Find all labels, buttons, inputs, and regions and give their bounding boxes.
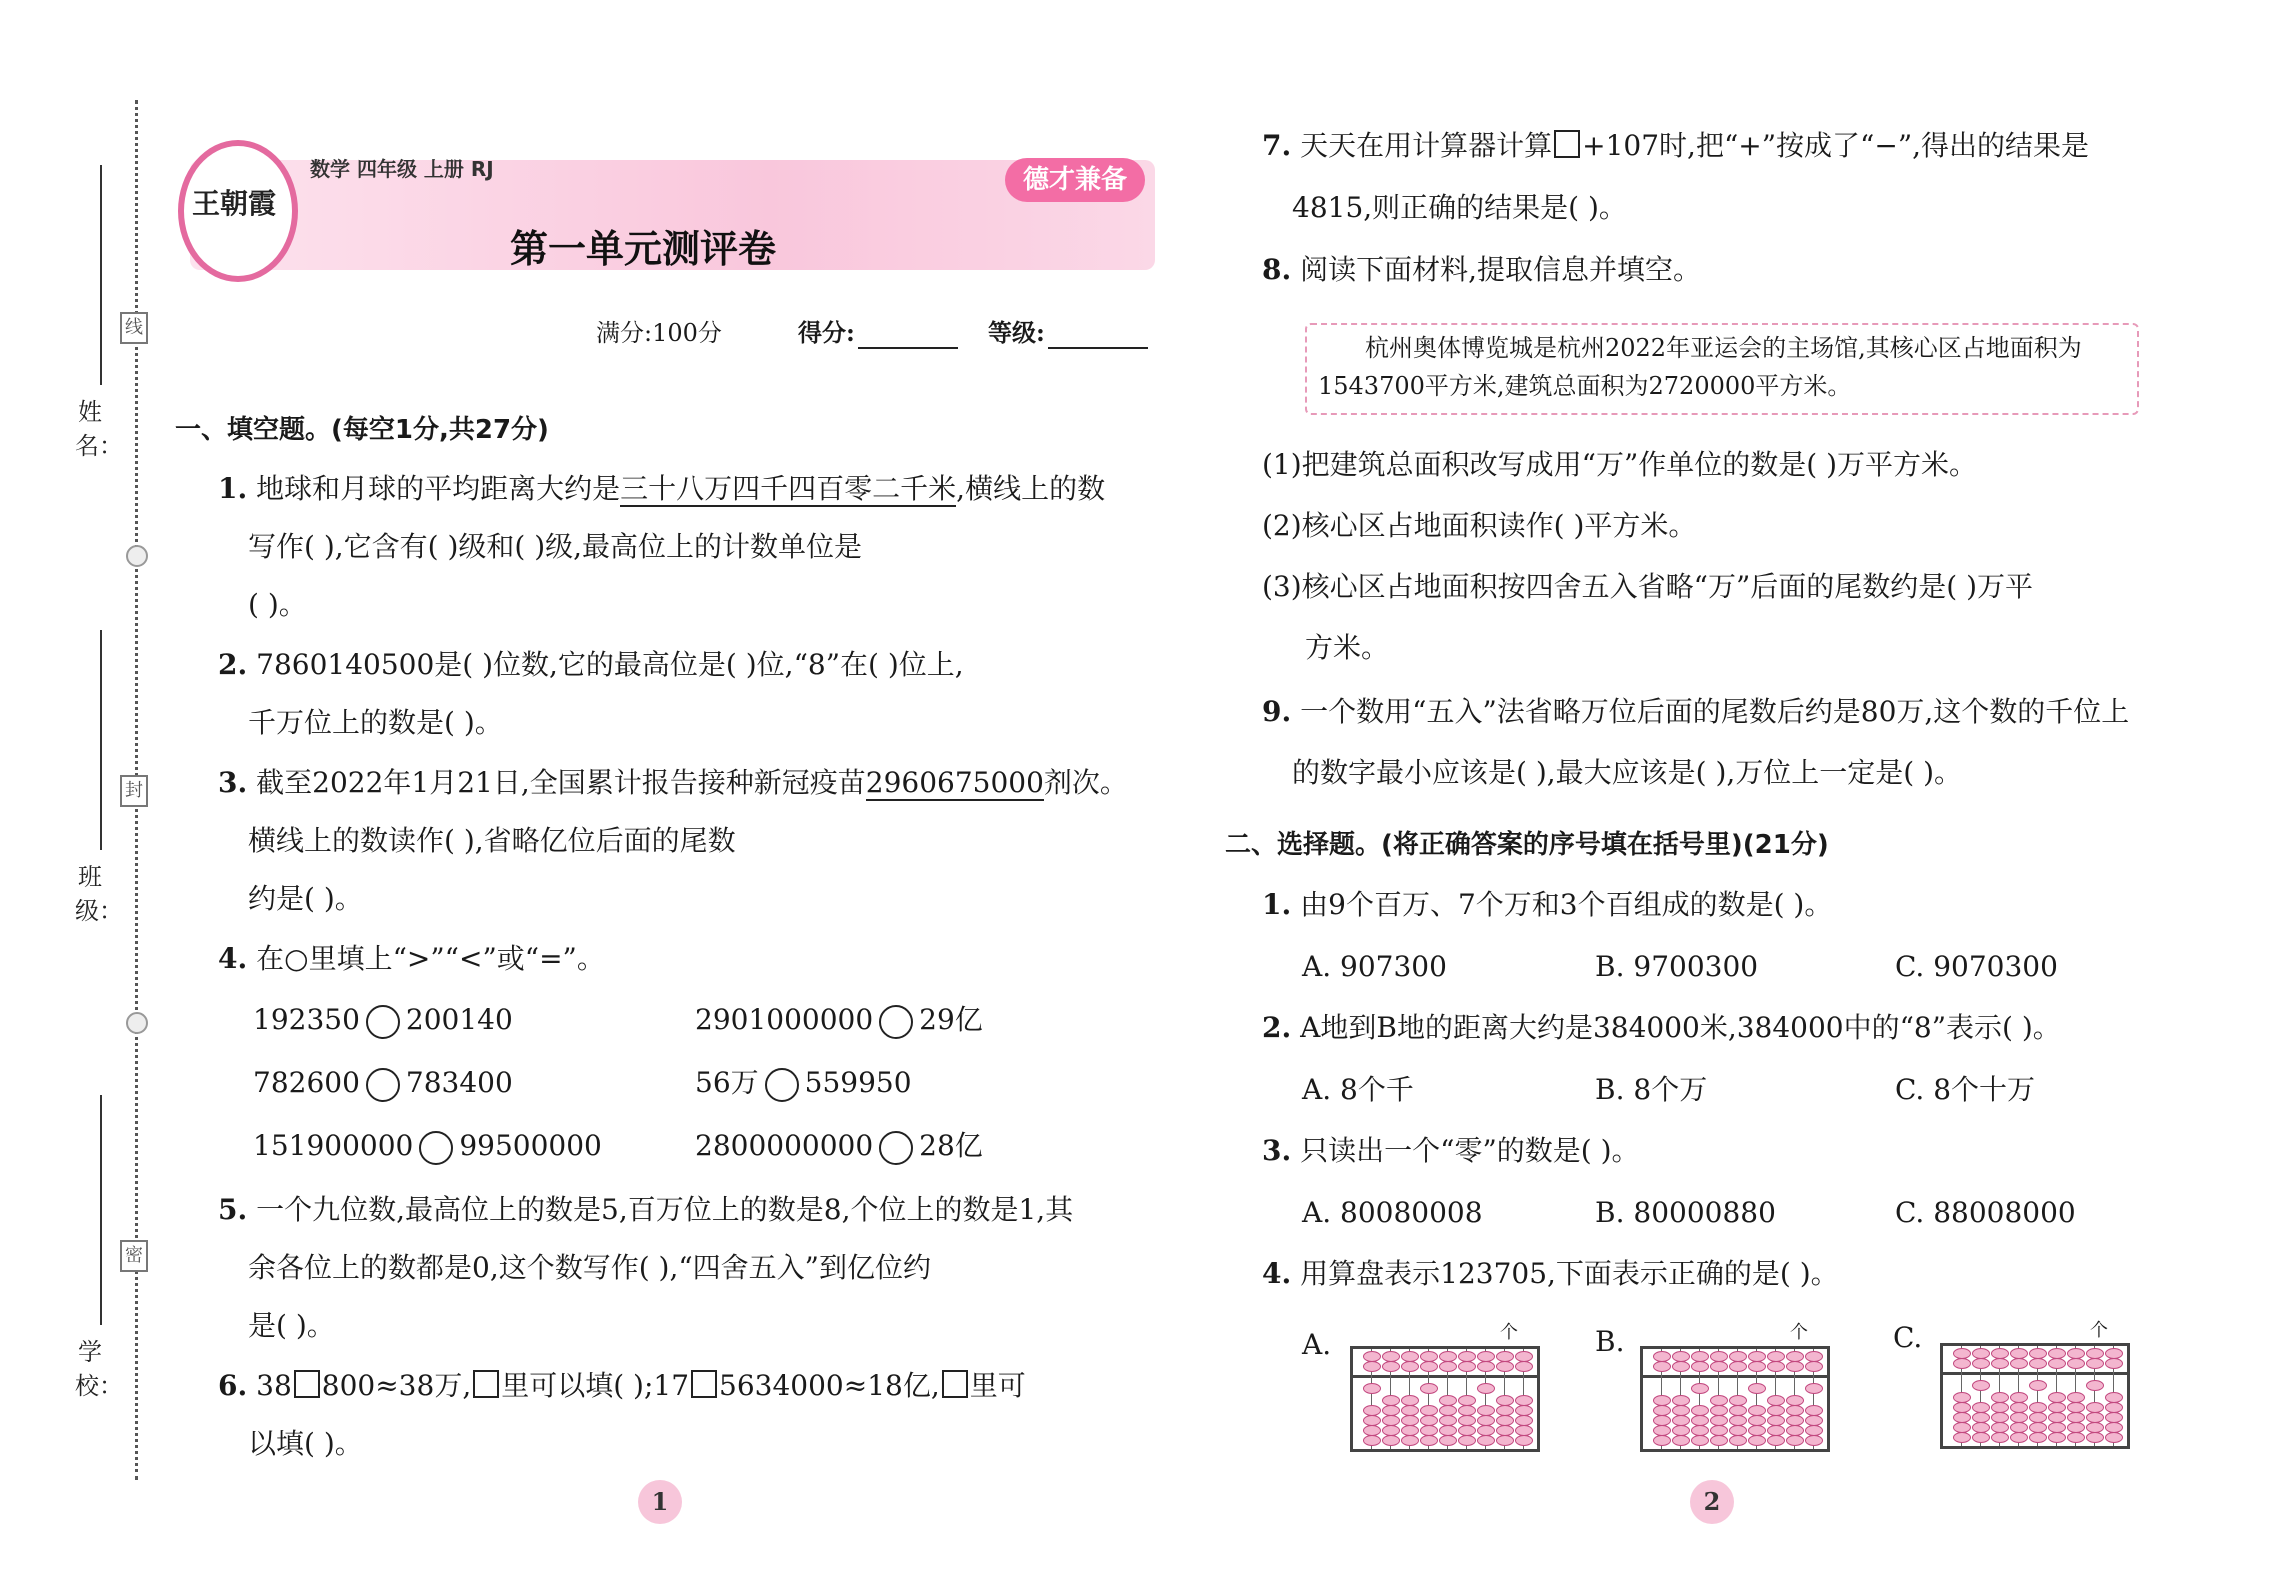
q8-line1 bbox=[1262, 250, 1701, 290]
q2-number: 2. bbox=[218, 648, 248, 681]
page-number-right: 2 bbox=[1690, 1480, 1734, 1524]
abacus-bead bbox=[1805, 1435, 1823, 1446]
abacus-bead bbox=[1382, 1435, 1400, 1446]
subject-info: 数学 四年级 上册 RJ bbox=[310, 157, 494, 181]
c3-option-a[interactable]: A. 80080008 bbox=[1302, 1196, 1483, 1229]
q3-text-end: 剂次。 bbox=[1043, 766, 1128, 799]
abacus-bead bbox=[1767, 1361, 1785, 1372]
abacus-bead bbox=[1382, 1361, 1400, 1372]
q9-text: 一个数用“五入”法省略万位后面的尾数后约是80万,这个数的千位上 bbox=[1300, 695, 2130, 728]
c3-option-c[interactable]: C. 88008000 bbox=[1895, 1196, 2076, 1229]
abacus-bead bbox=[1515, 1361, 1533, 1372]
q8-sub3: (3)核心区占地面积按四舍五入省略“万”后面的尾数约是( )万平 bbox=[1262, 570, 2034, 603]
q5-text: 一个九位数,最高位上的数是5,百万位上的数是8,个位上的数是1,其 bbox=[256, 1193, 1074, 1226]
abacus-bead bbox=[1953, 1358, 1971, 1369]
blank-square bbox=[473, 1370, 499, 1398]
abacus-bead bbox=[1363, 1435, 1381, 1446]
q5-number: 5. bbox=[218, 1193, 248, 1226]
c1-question: 1. 由9个百万、7个万和3个百组成的数是( )。 bbox=[1262, 888, 1833, 921]
q6-number: 6. bbox=[218, 1369, 248, 1402]
q1-text: 地球和月球的平均距离大约是 bbox=[256, 472, 621, 505]
q6-line2: 以填( )。 bbox=[248, 1427, 363, 1460]
q9-line2: 的数字最小应该是( ),最大应该是( ),万位上一定是( )。 bbox=[1292, 756, 1963, 789]
q3-underlined: 2960675000 bbox=[865, 766, 1044, 799]
abacus-bead bbox=[1805, 1383, 1823, 1394]
q5-line1 bbox=[218, 1190, 1073, 1230]
blank-square bbox=[942, 1370, 968, 1398]
abacus-bead bbox=[1439, 1435, 1457, 1446]
abacus-bead bbox=[1401, 1435, 1419, 1446]
abacus-bead bbox=[1972, 1432, 1990, 1443]
seal-mark-seal: 封 bbox=[120, 775, 148, 807]
abacus-bead bbox=[1691, 1435, 1709, 1446]
q7-number: 7. bbox=[1262, 129, 1292, 162]
abacus-a-unit-label: 个 bbox=[1500, 1322, 1518, 1343]
abacus-bead bbox=[2029, 1358, 2047, 1369]
abacus-bead bbox=[1710, 1361, 1728, 1372]
page-title: 第一单元测评卷 bbox=[510, 227, 777, 271]
abacus-bead bbox=[1953, 1432, 1971, 1443]
q1-text-end: ,横线上的数 bbox=[956, 472, 1106, 505]
abacus-bead bbox=[1729, 1435, 1747, 1446]
abacus-bead bbox=[2010, 1432, 2028, 1443]
abacus-bead bbox=[1496, 1435, 1514, 1446]
school-line bbox=[100, 1095, 102, 1325]
c2-question: 2. A地到B地的距离大约是384000米,384000中的“8”表示( )。 bbox=[1262, 1011, 2061, 1044]
c4-option-c[interactable]: C. bbox=[1893, 1321, 1923, 1354]
abacus-bead bbox=[1420, 1361, 1438, 1372]
abacus-bead bbox=[1653, 1435, 1671, 1446]
q3-line1 bbox=[218, 763, 1128, 803]
abacus-bead bbox=[1786, 1435, 1804, 1446]
c2-option-c[interactable]: C. 8个十万 bbox=[1895, 1073, 2036, 1106]
compare-circle[interactable] bbox=[366, 1005, 400, 1039]
name-line bbox=[100, 165, 102, 385]
c2-option-b[interactable]: B. 8个万 bbox=[1595, 1073, 1708, 1106]
compare-item: 2901000000 29亿 bbox=[695, 1000, 983, 1040]
abacus-bead bbox=[2048, 1432, 2066, 1443]
abacus-b-unit-label: 个 bbox=[1790, 1322, 1808, 1343]
c3-question: 3. 只读出一个“零”的数是( )。 bbox=[1262, 1134, 1640, 1167]
abacus-bead bbox=[1653, 1361, 1671, 1372]
q1-line2: 写作( ),它含有( )级和( )级,最高位上的计数单位是 bbox=[248, 530, 863, 563]
abacus-bead bbox=[2010, 1358, 2028, 1369]
compare-circle[interactable] bbox=[765, 1068, 799, 1102]
abacus-bead bbox=[1515, 1435, 1533, 1446]
q3-line2: 横线上的数读作( ),省略亿位后面的尾数 bbox=[248, 824, 736, 857]
material-line1: 杭州奥体博览城是杭州2022年亚运会的主场馆,其核心区占地面积为 bbox=[1365, 334, 2082, 362]
abacus-bead bbox=[1672, 1435, 1690, 1446]
q5-line3: 是( )。 bbox=[248, 1309, 335, 1342]
q8-number: 8. bbox=[1262, 253, 1292, 286]
c1-option-b[interactable]: B. 9700300 bbox=[1595, 950, 1759, 983]
q7-line1: 7. 天天在用计算器计算 +107时,把“+”按成了“−”,得出的结果是 bbox=[1262, 129, 2090, 162]
c4-question: 4. 用算盘表示123705,下面表示正确的是( )。 bbox=[1262, 1257, 1839, 1290]
class-label: 班 级： bbox=[75, 863, 123, 925]
q6-line1: 6. 38 800≈38万, 里可以填( );17 5634000≈18亿, 里可 bbox=[218, 1369, 1026, 1402]
q4-number: 4. bbox=[218, 942, 248, 975]
c1-option-c[interactable]: C. 9070300 bbox=[1895, 950, 2058, 983]
seal-mark-dense: 密 bbox=[120, 1240, 148, 1272]
score-blank[interactable] bbox=[858, 347, 958, 349]
abacus-bead bbox=[1991, 1432, 2009, 1443]
abacus-bead bbox=[2086, 1432, 2104, 1443]
abacus-bead bbox=[1767, 1435, 1785, 1446]
section2-title: 二、选择题。(将正确答案的序号填在括号里)(21分) bbox=[1225, 830, 1829, 860]
compare-circle[interactable] bbox=[366, 1068, 400, 1102]
abacus-bead bbox=[1458, 1435, 1476, 1446]
q1-line3: ( )。 bbox=[248, 588, 307, 621]
abacus-bead bbox=[1363, 1361, 1381, 1372]
abacus-c-image bbox=[1940, 1343, 2130, 1449]
class-line bbox=[100, 630, 102, 850]
compare-item: 2800000000 28亿 bbox=[695, 1126, 983, 1166]
abacus-bead bbox=[1710, 1435, 1728, 1446]
compare-item: 192350 200140 bbox=[253, 1000, 513, 1040]
q8-sub1: (1)把建筑总面积改写成用“万”作单位的数是( )万平方米。 bbox=[1262, 448, 1978, 481]
q8-sub3-cont: 方米。 bbox=[1305, 631, 1390, 664]
abacus-bead bbox=[1991, 1358, 2009, 1369]
grade-blank[interactable] bbox=[1048, 347, 1148, 349]
abacus-bead bbox=[1477, 1383, 1495, 1394]
compare-circle[interactable] bbox=[879, 1131, 913, 1165]
q2-line2: 千万位上的数是( )。 bbox=[248, 706, 503, 739]
abacus-bead bbox=[1972, 1358, 1990, 1369]
q3-line3: 约是( )。 bbox=[248, 882, 363, 915]
compare-item: 782600 783400 bbox=[253, 1063, 513, 1103]
section1-title: 一、填空题。(每空1分,共27分) bbox=[175, 415, 549, 445]
abacus-bead bbox=[1477, 1361, 1495, 1372]
blank-square bbox=[1554, 130, 1580, 158]
abacus-bead bbox=[1748, 1361, 1766, 1372]
abacus-bead bbox=[2086, 1358, 2104, 1369]
binding-ring bbox=[126, 545, 148, 567]
full-score: 满分:100分 bbox=[596, 319, 722, 347]
abacus-bead bbox=[2105, 1432, 2123, 1443]
q9-line1 bbox=[1262, 692, 2129, 732]
blank-square bbox=[294, 1370, 320, 1398]
compare-item: 151900000 99500000 bbox=[253, 1126, 602, 1166]
abacus-bead bbox=[1363, 1383, 1381, 1394]
q8-text: 阅读下面材料,提取信息并填空。 bbox=[1300, 253, 1702, 286]
seal-mark-line: 线 bbox=[120, 312, 148, 344]
abacus-bead bbox=[2067, 1432, 2085, 1443]
abacus-bead bbox=[2067, 1358, 2085, 1369]
q3-text: 截至2022年1月21日,全国累计报告接种新冠疫苗 bbox=[256, 766, 866, 799]
q2-text: 7860140500是( )位数,它的最高位是( )位,“8”在( )位上, bbox=[256, 648, 964, 681]
q9-number: 9. bbox=[1262, 695, 1292, 728]
blank-square bbox=[691, 1370, 717, 1398]
q3-number: 3. bbox=[218, 766, 248, 799]
abacus-bead bbox=[2048, 1358, 2066, 1369]
abacus-bead bbox=[1748, 1435, 1766, 1446]
material-line2: 1543700平方米,建筑总面积为2720000平方米。 bbox=[1318, 372, 1852, 400]
abacus-bead bbox=[1420, 1435, 1438, 1446]
abacus-bead bbox=[1496, 1361, 1514, 1372]
abacus-bead bbox=[1972, 1380, 1990, 1391]
q4-line1 bbox=[218, 939, 605, 979]
abacus-c-unit-label: 个 bbox=[2090, 1320, 2108, 1341]
c4-option-a[interactable]: A. bbox=[1302, 1328, 1332, 1361]
abacus-bead bbox=[1439, 1361, 1457, 1372]
abacus-bead bbox=[1748, 1383, 1766, 1394]
school-label: 学 校： bbox=[75, 1338, 123, 1400]
abacus-bead bbox=[1401, 1361, 1419, 1372]
c1-option-a[interactable]: A. 907300 bbox=[1302, 950, 1447, 983]
abacus-bead bbox=[1691, 1383, 1709, 1394]
compare-circle[interactable] bbox=[879, 1005, 913, 1039]
abacus-b-image bbox=[1640, 1346, 1830, 1452]
abacus-bead bbox=[1458, 1361, 1476, 1372]
binding-ring bbox=[126, 1012, 148, 1034]
abacus-bead bbox=[1786, 1361, 1804, 1372]
abacus-bead bbox=[1691, 1361, 1709, 1372]
abacus-bead bbox=[2029, 1380, 2047, 1391]
motto-badge: 德才兼备 bbox=[1005, 158, 1145, 202]
q4-text: 在○里填上“>”“<”或“=”。 bbox=[256, 942, 605, 975]
grade-label: 等级: bbox=[988, 318, 1045, 347]
q5-line2: 余各位上的数都是0,这个数写作( ),“四舍五入”到亿位约 bbox=[248, 1251, 931, 1284]
page-number-left: 1 bbox=[638, 1480, 682, 1524]
c3-option-b[interactable]: B. 80000880 bbox=[1595, 1196, 1776, 1229]
name-label: 姓 名： bbox=[75, 398, 123, 460]
abacus-bead bbox=[2086, 1380, 2104, 1391]
q7-line2: 4815,则正确的结果是( )。 bbox=[1292, 191, 1627, 224]
q1-underlined: 三十八万四千四百零二千米 bbox=[620, 472, 957, 505]
compare-item: 56万 559950 bbox=[695, 1063, 912, 1103]
abacus-a-image bbox=[1350, 1346, 1540, 1452]
q1-number: 1. bbox=[218, 472, 248, 505]
q1-line1 bbox=[218, 469, 1105, 509]
c2-option-a[interactable]: A. 8个千 bbox=[1302, 1073, 1414, 1106]
abacus-bead bbox=[1805, 1361, 1823, 1372]
score-label: 得分: bbox=[798, 318, 855, 347]
abacus-bead bbox=[1420, 1383, 1438, 1394]
compare-circle[interactable] bbox=[419, 1131, 453, 1165]
abacus-bead bbox=[1672, 1361, 1690, 1372]
abacus-bead bbox=[1729, 1361, 1747, 1372]
abacus-bead bbox=[2029, 1432, 2047, 1443]
c4-option-b[interactable]: B. bbox=[1595, 1325, 1625, 1358]
q8-sub2: (2)核心区占地面积读作( )平方米。 bbox=[1262, 509, 1697, 542]
brand-name: 王朝霞 bbox=[191, 187, 276, 220]
abacus-bead bbox=[1477, 1435, 1495, 1446]
q2-line1 bbox=[218, 645, 964, 685]
abacus-bead bbox=[2105, 1358, 2123, 1369]
